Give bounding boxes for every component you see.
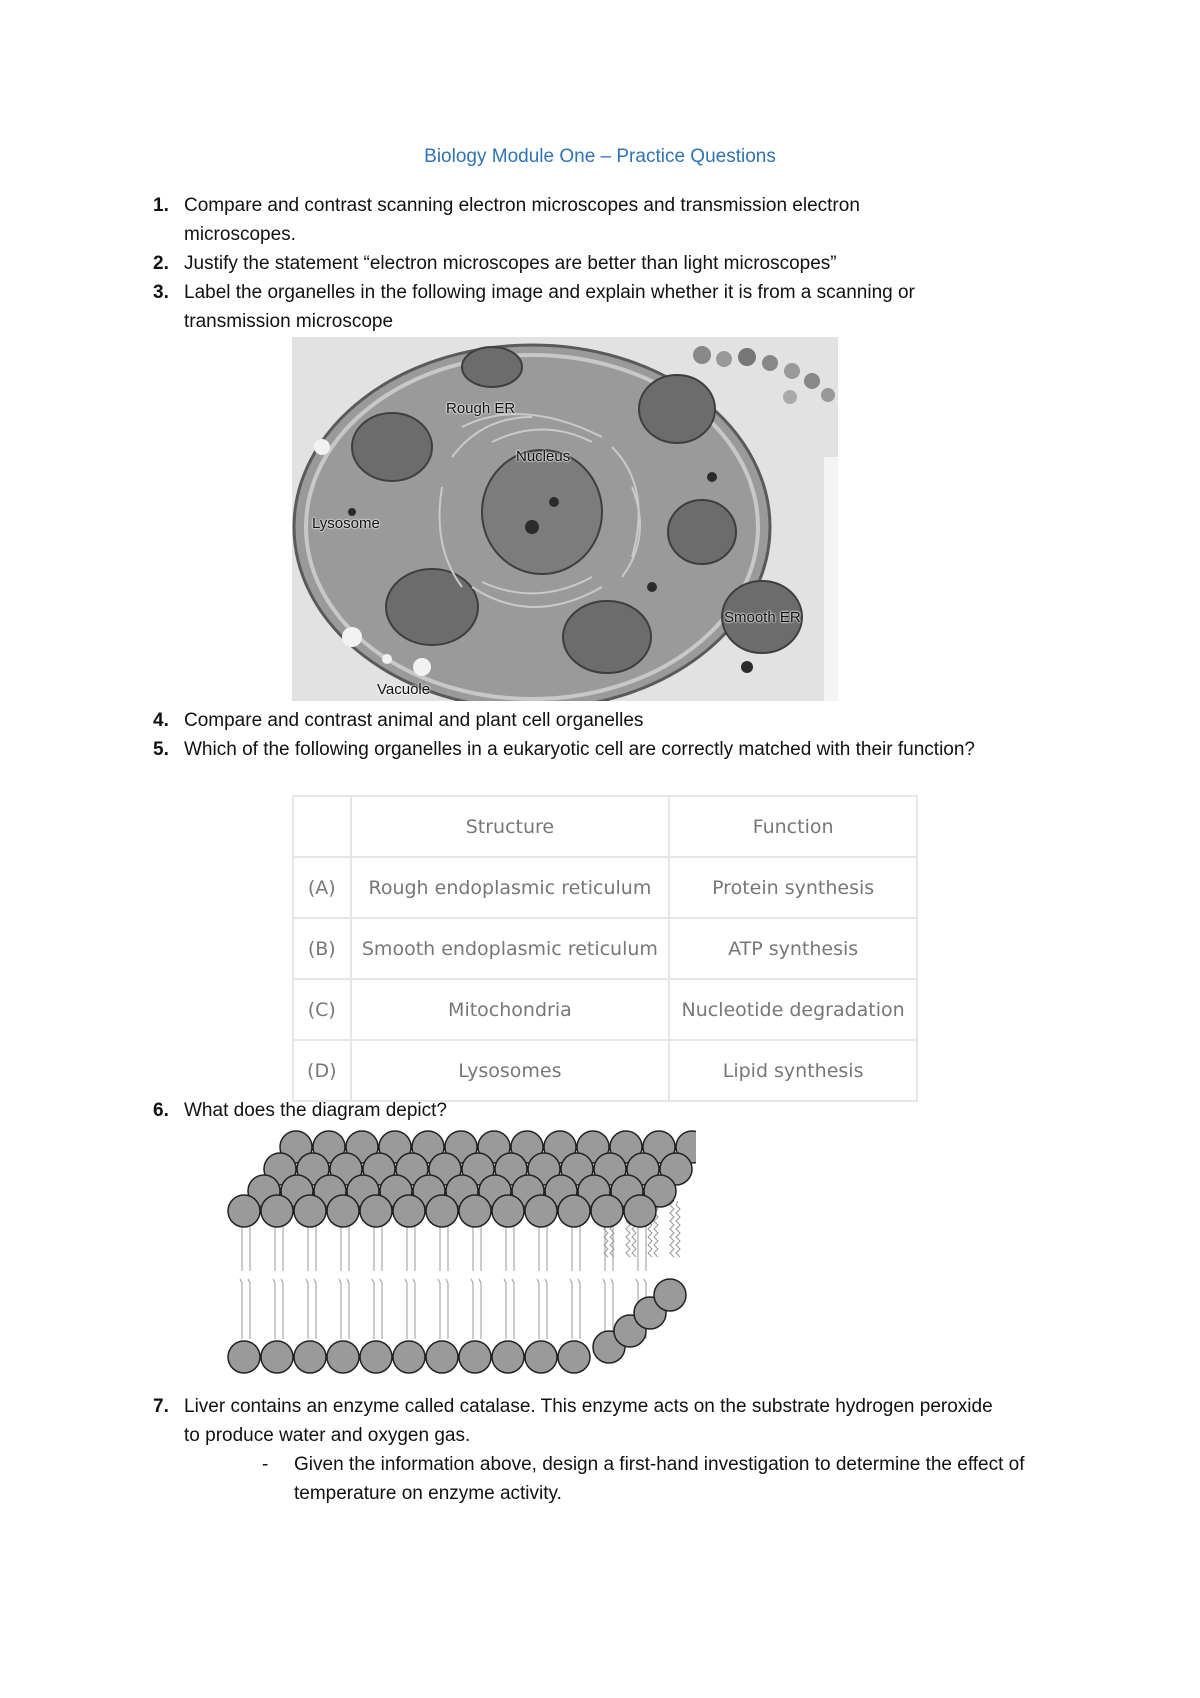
phospholipid-head — [426, 1195, 458, 1227]
phospholipid-head — [228, 1195, 260, 1227]
fatty-acid-tail — [438, 1279, 440, 1339]
function-cell: Protein synthesis — [669, 857, 917, 918]
table-header-cell — [293, 796, 351, 857]
phospholipid-head — [624, 1195, 656, 1227]
phospholipid-head — [525, 1195, 557, 1227]
fatty-acid-tail — [339, 1279, 341, 1339]
question-5 — [153, 735, 1004, 764]
fatty-acid-tail — [273, 1279, 275, 1339]
phospholipid-head — [294, 1195, 326, 1227]
phospholipid-head — [426, 1341, 458, 1373]
fatty-acid-tail — [479, 1279, 481, 1339]
question-text: What does the diagram depict? — [184, 1100, 447, 1121]
label-lysosome: Lysosome — [312, 515, 380, 532]
phospholipid-head — [261, 1341, 293, 1373]
question-number: 6. — [153, 1100, 169, 1121]
question-4 — [153, 706, 1004, 735]
question-text: Compare and contrast animal and plant cell organelles — [184, 710, 644, 731]
phospholipid-head — [360, 1341, 392, 1373]
question-text: Label the organelles in the following image and explain whether it is from a scanning or transmission microscope — [184, 282, 915, 332]
table-header-row — [293, 796, 917, 857]
fatty-acid-tail — [347, 1279, 349, 1339]
question-text: Justify the statement “electron microscopes are better than light microscopes” — [184, 253, 837, 274]
question-6 — [153, 1096, 1004, 1125]
function-cell: Lipid synthesis — [669, 1040, 917, 1101]
question-number: 4. — [153, 710, 169, 731]
structure-cell: Smooth endoplasmic reticulum — [351, 918, 670, 979]
bullet-dash: - — [262, 1454, 269, 1475]
phospholipid-head — [558, 1195, 590, 1227]
subpoint-text: Given the information above, design a first-hand investigation to determine the effect of temperature on enzyme activity. — [294, 1454, 1025, 1504]
phospholipid-head — [459, 1341, 491, 1373]
question-number: 3. — [153, 282, 169, 303]
fatty-acid-tail — [281, 1279, 283, 1339]
question-text: Liver contains an enzyme called catalase. This enzyme acts on the substrate hydrogen peroxide to produce water and oxygen gas. — [184, 1396, 993, 1446]
phospholipid-head — [591, 1195, 623, 1227]
table-row — [293, 1040, 917, 1101]
fatty-acid-tail — [512, 1279, 514, 1339]
table-row — [293, 857, 917, 918]
fatty-acid-tail — [240, 1279, 242, 1339]
phospholipid-head — [654, 1279, 686, 1311]
fatty-acid-tail — [676, 1201, 680, 1257]
phospholipid-head — [228, 1341, 260, 1373]
phospholipid-head — [459, 1195, 491, 1227]
fatty-acid-tail — [380, 1279, 382, 1339]
structure-cell: Mitochondria — [351, 979, 670, 1040]
label-smooth-er: Smooth ER — [724, 609, 801, 626]
question-3 — [153, 278, 1004, 336]
table-row — [293, 918, 917, 979]
question-text: Which of the following organelles in a eukaryotic cell are correctly matched with their function? — [184, 739, 975, 760]
function-cell: Nucleotide degradation — [669, 979, 917, 1040]
question-number: 2. — [153, 253, 169, 274]
question-1 — [153, 191, 944, 249]
phospholipid-head — [393, 1195, 425, 1227]
question-text: Compare and contrast scanning electron microscopes and transmission electron microscopes. — [184, 195, 860, 245]
fatty-acid-tail — [248, 1279, 250, 1339]
fatty-acid-tail — [611, 1279, 613, 1339]
phospholipid-head — [261, 1195, 293, 1227]
organelle-function-table — [292, 795, 918, 1102]
structure-cell: Lysosomes — [351, 1040, 670, 1101]
phospholipid-head — [492, 1195, 524, 1227]
question-number: 5. — [153, 739, 169, 760]
label-vacuole: Vacuole — [377, 681, 431, 698]
phospholipid-head — [525, 1341, 557, 1373]
phospholipid-head — [327, 1195, 359, 1227]
label-rough-er: Rough ER — [446, 400, 516, 417]
fatty-acid-tail — [545, 1279, 547, 1339]
question-number: 7. — [153, 1396, 169, 1417]
fatty-acid-tail — [372, 1279, 374, 1339]
phospholipid-head — [393, 1341, 425, 1373]
phospholipid-head — [492, 1341, 524, 1373]
fatty-acid-tail — [670, 1197, 674, 1257]
phospholipid-bilayer-diagram — [226, 1129, 696, 1381]
table-header-cell: Function — [669, 796, 917, 857]
option-letter: (D) — [293, 1040, 351, 1101]
fatty-acid-tail — [306, 1279, 308, 1339]
phospholipid-head — [558, 1341, 590, 1373]
fatty-acid-tail — [537, 1279, 539, 1339]
fatty-acid-tail — [578, 1279, 580, 1339]
option-letter: (C) — [293, 979, 351, 1040]
function-cell: ATP synthesis — [669, 918, 917, 979]
fatty-acid-tail — [314, 1279, 316, 1339]
fatty-acid-tail — [413, 1279, 415, 1339]
phospholipid-head — [294, 1341, 326, 1373]
question-7 — [153, 1392, 1004, 1450]
fatty-acid-tail — [446, 1279, 448, 1339]
fatty-acid-tail — [570, 1279, 572, 1339]
fatty-acid-tail — [504, 1279, 506, 1339]
label-nucleus: Nucleus — [516, 448, 571, 465]
question-7-subpoint — [262, 1450, 1054, 1508]
option-letter: (B) — [293, 918, 351, 979]
phospholipid-head — [360, 1195, 392, 1227]
page-title: Biology Module One – Practice Questions — [424, 146, 776, 167]
fatty-acid-tail — [405, 1279, 407, 1339]
option-letter: (A) — [293, 857, 351, 918]
cell-micrograph — [292, 337, 838, 701]
phospholipid-head — [327, 1341, 359, 1373]
table-row — [293, 979, 917, 1040]
question-2 — [153, 249, 1004, 278]
fatty-acid-tail — [603, 1279, 605, 1339]
table-header-cell: Structure — [351, 796, 670, 857]
question-number: 1. — [153, 195, 169, 216]
fatty-acid-tail — [471, 1279, 473, 1339]
structure-cell: Rough endoplasmic reticulum — [351, 857, 670, 918]
